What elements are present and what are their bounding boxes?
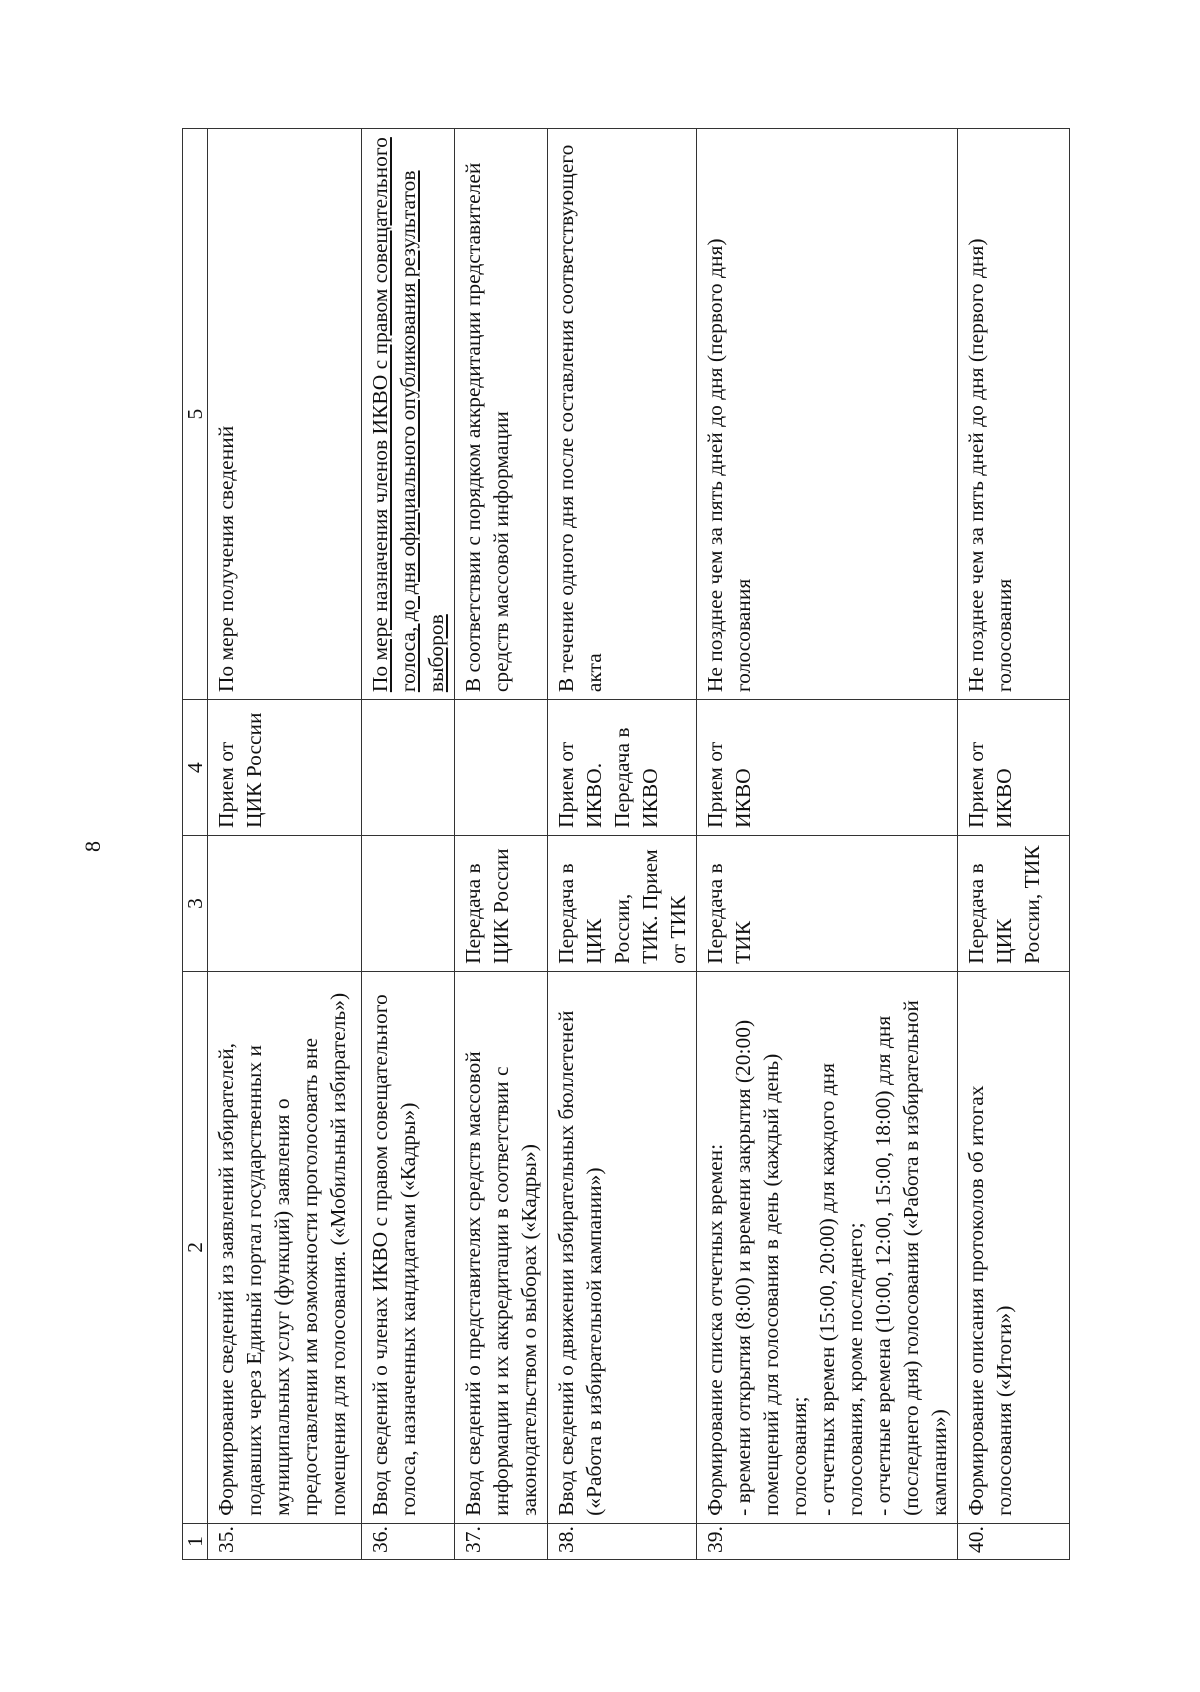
task-cell: Ввод сведений о членах ИКВО с правом совещательного голоса, назначенных кандидатами («Кадры») <box>362 971 455 1523</box>
task-line: Формирование списка отчетных времен: <box>703 1143 727 1516</box>
task-cell: Формирование сведений из заявлений избирателей, подавших через Единый портал государственных и муниципальных услуг (функций) заявления о предоставлении им возможности проголосовать вне помещения для голосования. («Мобильный избиратель») <box>208 971 362 1523</box>
page-number: 8 <box>80 841 105 852</box>
table-row <box>548 129 697 1560</box>
schedule-table <box>182 128 1070 1560</box>
task-cell: Ввод сведений о движении избирательных бюллетеней («Работа в избирательной кампании») <box>548 971 697 1523</box>
task-line: - отчетных времен (15:00, 20:00) для каждого дня голосования, кроме последнего; <box>815 1062 867 1516</box>
receive-cell: Прием от ЦИК России <box>208 700 362 836</box>
receive-cell <box>455 700 548 836</box>
column-header-2: 2 <box>183 971 208 1523</box>
table-row <box>697 129 958 1560</box>
transfer-cell <box>362 836 455 972</box>
deadline-cell: Не позднее чем за пять дней до дня (первого дня) голосования <box>958 129 1070 700</box>
task-cell: Ввод сведений о представителях средств массовой информации и их аккредитации в соответствии с законодательством о выборах («Кадры») <box>455 971 548 1523</box>
task-cell <box>697 971 958 1523</box>
receive-cell <box>362 700 455 836</box>
transfer-cell: Передача в ЦИК России, ТИК. Прием от ТИК <box>548 836 697 972</box>
deadline-cell: По мере получения сведений <box>208 129 362 700</box>
row-number: 38. <box>548 1523 697 1559</box>
column-header-5: 5 <box>183 129 208 700</box>
rotated-table-container <box>182 128 1070 1560</box>
row-number: 39. <box>697 1523 958 1559</box>
deadline-cell: Не позднее чем за пять дней до дня (первого дня) голосования <box>697 129 958 700</box>
column-header-3: 3 <box>183 836 208 972</box>
table-row <box>455 129 548 1560</box>
column-header-4: 4 <box>183 700 208 836</box>
transfer-cell: Передача в ЦИК России <box>455 836 548 972</box>
transfer-cell: Передача в ЦИК России, ТИК <box>958 836 1070 972</box>
deadline-cell: В течение одного дня после составления соответствующего акта <box>548 129 697 700</box>
table-row <box>208 129 362 1560</box>
row-number: 35. <box>208 1523 362 1559</box>
transfer-cell: Передача в ТИК <box>697 836 958 972</box>
deadline-cell: По мере назначения членов ИКВО с правом совещательного голоса, до дня официального опубликования результатов выборов <box>362 129 455 700</box>
task-cell: Формирование описания протоколов об итогах голосования («Итоги») <box>958 971 1070 1523</box>
receive-cell: Прием от ИКВО <box>697 700 958 836</box>
task-line: - отчетные времена (10:00, 12:00, 15:00, 18:00) для дня (последнего дня) голосования («Работа в избирательной кампании») <box>871 1000 951 1516</box>
receive-cell: Прием от ИКВО <box>958 700 1070 836</box>
header-row <box>183 129 208 1560</box>
table-row <box>958 129 1070 1560</box>
transfer-cell <box>208 836 362 972</box>
row-number: 36. <box>362 1523 455 1559</box>
column-header-1: 1 <box>183 1523 208 1559</box>
table-row <box>362 129 455 1560</box>
receive-cell: Прием от ИКВО. Передача в ИКВО <box>548 700 697 836</box>
deadline-cell: В соответствии с порядком аккредитации представителей средств массовой информации <box>455 129 548 700</box>
row-number: 40. <box>958 1523 1070 1559</box>
task-line: - времени открытия (8:00) и времени закрытия (20:00) помещений для голосования в день (каждый день) голосования; <box>731 1019 811 1516</box>
row-number: 37. <box>455 1523 548 1559</box>
